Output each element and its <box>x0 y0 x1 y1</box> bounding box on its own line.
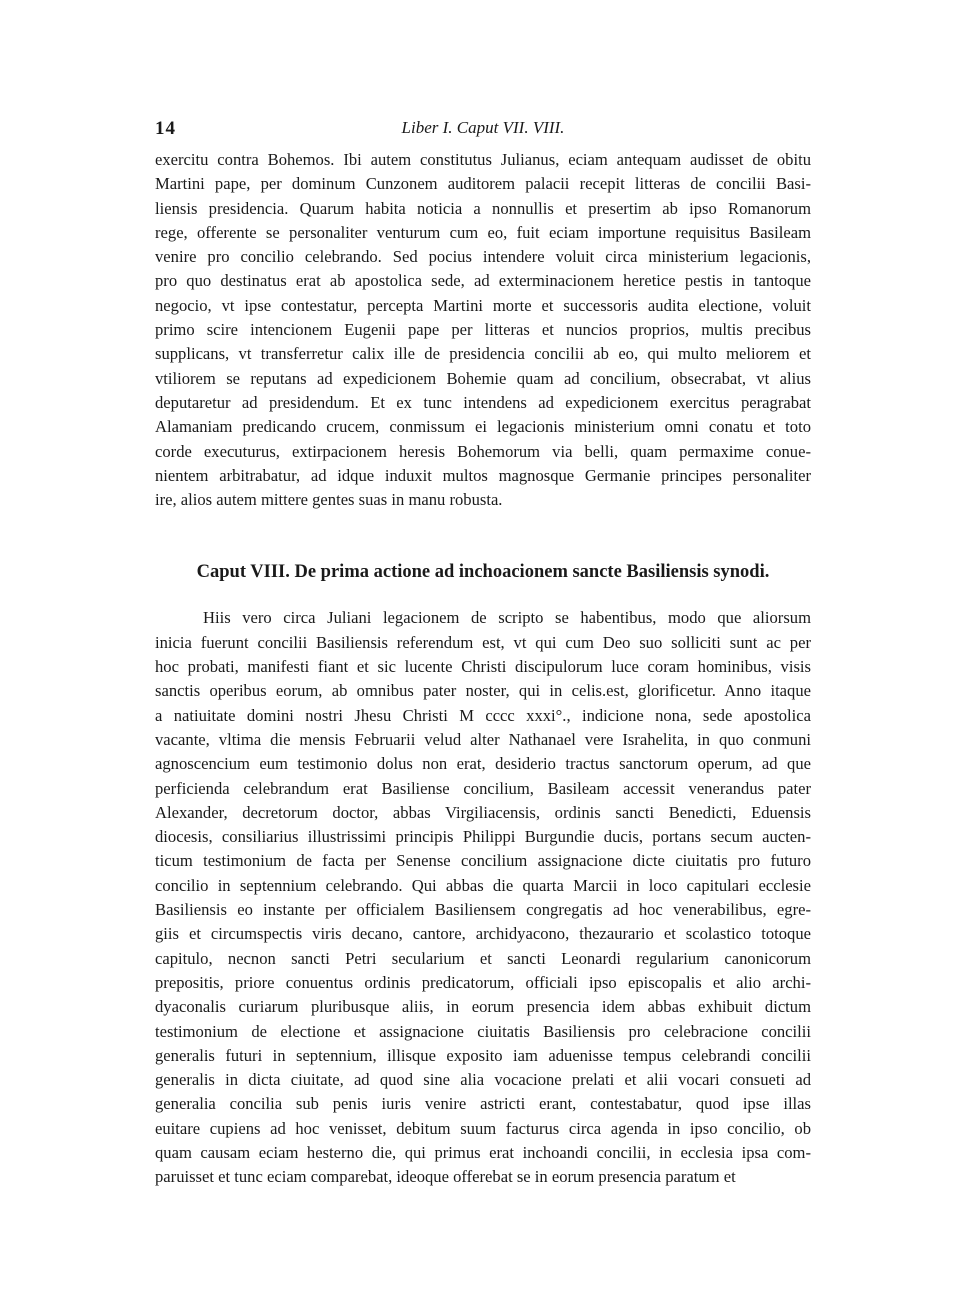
chapter-8-line: vacante, vltima die mensis Februarii velud alter Nathanael vere Israhelita, in quo conmuni <box>155 729 811 749</box>
chapter-8-line: Hiis vero circa Juliani legacionem de scripto se habentibus, modo que aliorsum <box>203 608 811 628</box>
page <box>155 118 811 1190</box>
chapter-8-line: agnoscencium eum testimonio dolus non erat, desiderio tractus sanctorum operum, ad que <box>155 754 811 774</box>
chapter-8-line: capitulo, necnon sancti Petri secularium et sancti Leonardi regularium canonicorum <box>155 948 811 968</box>
chapter-8-line: inicia fuerunt concilii Basiliensis referendum est, vt qui cum Deo suo solliciti sunt ac per <box>155 632 811 652</box>
chapter-7-line: Martini pape, per dominum Cunzonem auditorem palacii recepit litteras de concilii Basi- <box>155 174 811 194</box>
chapter-7-line: exercitu contra Bohemos. Ibi autem constitutus Julianus, eciam antequam audisset de obitu <box>155 150 811 169</box>
chapter-7-line: supplicans, vt transferretur calix ille de presidencia concilii ab eo, qui multo meliorem et <box>155 344 811 364</box>
chapter-8-line: testimonium de electione et assignacione ciuitatis Basiliensis pro celebracione concilii <box>155 1021 811 1041</box>
chapter-7-line: liensis presidencia. Quarum habita noticia a nonnullis et presertim ab ipso Romanorum <box>155 198 811 218</box>
running-head <box>155 118 811 148</box>
chapter-7-tail-paragraph <box>155 148 811 512</box>
chapter-8-line: paruisset et tunc eciam comparebat, ideoque offerebat se in eorum presencia paratum et <box>155 1167 736 1187</box>
chapter-8-line: Alexander, decretorum doctor, abbas Virgiliacensis, ordinis sancti Benedicti, Eduensis <box>155 802 811 822</box>
chapter-7-line: nientem arbitrabatur, ad idque induxit multos magnosque Germanie principes personaliter <box>155 465 811 485</box>
chapter-7-line: venire pro concilio celebrando. Sed pocius intendere voluit circa ministerium legacionis, <box>155 247 811 267</box>
chapter-7-line: rege, offerente se personaliter venturum cum eo, fuit eciam importune requisitus Basileam <box>155 222 811 242</box>
chapter-7-line: pro quo destinatus erat ab apostolica sede, ad exterminacionem heretice pestis in tantoque <box>155 271 811 291</box>
chapter-8-line: generalia concilia sub penis iuris venire astricti erant, contestabatur, quod ipse illas <box>155 1094 811 1114</box>
page-number: 14 <box>155 118 176 139</box>
running-title: Liber I. Caput VII. VIII. <box>401 118 565 137</box>
chapter-8-line: dyaconalis curiarum pluribusque aliis, in eorum presencia idem abbas exhibuit dictum <box>155 997 811 1017</box>
chapter-8-line: generalis in dicta ciuitate, ad quod sine alia vocacione prelati et alii vocari consueti ad <box>155 1070 811 1090</box>
chapter-8-line: sanctis operibus eorum, ab omnibus pater noster, qui in celis.est, glorificetur. Anno itaque <box>155 681 811 701</box>
chapter-7-line: primo scire intencionem Eugenii pape per litteras et nuncios proprios, multis precibus <box>155 320 811 340</box>
chapter-8-line: Basiliensis eo instante per officialem Basiliensem congregatis ad hoc venerabilibus, egre- <box>155 900 811 920</box>
chapter-heading: Caput VIII. De prima actione ad inchoacionem sancte Basiliensis synodi. <box>196 562 770 583</box>
chapter-8-line: hoc probati, manifesti fiant et sic lucente Christi discipulorum luce coram hominibus, visis <box>155 657 811 677</box>
chapter-7-line: vtiliorem se reputans ad expedicionem Bohemie quam ad concilium, obsecrabat, vt alius <box>155 368 811 388</box>
chapter-8-line: giis et circumspectis viris decano, cantore, archidyacono, thezaurario et scolastico totoque <box>155 924 811 944</box>
chapter-7-line: Alamaniam predicando crucem, conmissum ei legacionis ministerium omni conatu et toto <box>155 417 811 437</box>
chapter-8-line: perficienda celebrandum erat Basiliense concilium, Basileam accessit venerandus pater <box>155 778 811 798</box>
chapter-8-line: a natiuitate domini nostri Jhesu Christi M cccc xxxi°., indicione nona, sede apostolica <box>155 705 811 725</box>
chapter-7-line: negocio, vt ipse contestatur, percepta Martini morte et successoris audita electione, voluit <box>155 295 811 315</box>
chapter-8-line: ticum testimonium de facta per Senense concilium assignacione dicte ciuitatis pro futuro <box>155 851 811 871</box>
chapter-8-line: prepositis, priore conuentus ordinis predicatorum, officiali ipso episcopalis et alio archi- <box>155 972 811 992</box>
chapter-8-line: euitare cupiens ad hoc venisset, debitum suum facturus circa agenda in ipso concilio, ob <box>155 1118 811 1138</box>
chapter-7-line: deputaretur ad presidendum. Et ex tunc intendens ad expedicionem exercitus peragrabat <box>155 392 811 412</box>
chapter-8-line: concilio in septennium celebrando. Qui abbas die quarta Marcii in loco capitulari ecclesie <box>155 875 811 895</box>
chapter-8-line: quam causam eciam hesterno die, qui primus erat inchoandi concilii, in ecclesia ipsa com- <box>155 1142 811 1162</box>
chapter-8-paragraph <box>155 606 811 1189</box>
chapter-7-line: ire, alios autem mittere gentes suas in manu robusta. <box>155 490 503 510</box>
chapter-7-line: corde executurus, extirpacionem heresis Bohemorum via belli, quam permaxime conue- <box>155 441 811 461</box>
chapter-8-line: diocesis, consiliarius illustrissimi principis Philippi Burgundie ducis, portans secum aucten- <box>155 827 811 847</box>
chapter-8-line: generalis futuri in septennium, illisque exposito iam aduenisse tempus celebrandi concilii <box>155 1045 811 1065</box>
